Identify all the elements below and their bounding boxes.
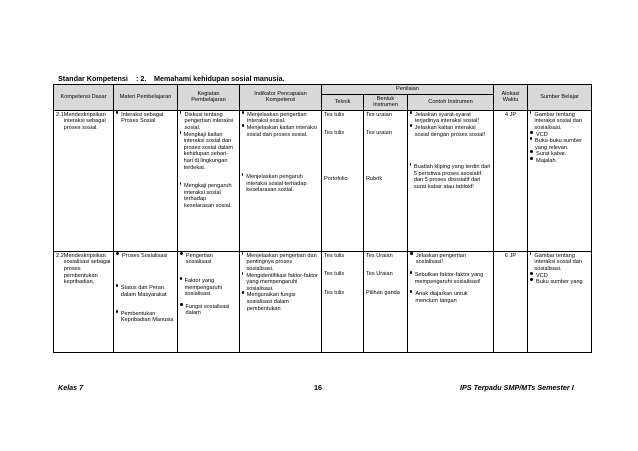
materi-item: Proses Sosialisasi [122,252,168,259]
kompetensi-text: Mendeskripsikan interaksi sebagai proses sosial. [63,111,106,131]
kompetensi-text: Mendeskripsikan sosialisasi sebagai proses pembentukan kepribadian. [63,252,111,286]
indikator-cell [240,110,322,251]
contoh-cell [408,110,494,251]
bullet-icon [530,137,532,140]
sumber-item: VCD [536,131,548,138]
indikator-cell [240,251,322,352]
bullet-icon [410,290,412,293]
kompetensi-number: 2.2 [56,252,64,259]
sumber-item: Buku sumber yang [536,279,583,286]
contoh-item: Sebutkan faktor-faktor yang mempengaruhi sosialisasi! [414,271,484,285]
bentuk-item: Tes Uraian [366,252,393,259]
header-alokasi: Alokasi Waktu [494,85,528,111]
kompetensi-number: 2.1 [56,111,64,118]
kegiatan-item: Diskusi tentang pengertian interaksi sosial. [184,111,234,131]
bullet-icon [530,111,531,114]
indikator-item: Menjelaskan pengertian interaksi sosial. [247,111,307,125]
bentuk-item: Rubrik [366,175,383,182]
teknik-item: Tes tulis [324,289,345,296]
sumber-cell [528,110,592,251]
sumber-item: Gambar tentang interaksi sosial dan sosialisasi. [534,111,582,131]
bullet-icon [530,278,533,281]
teknik-item: Portofolio [324,175,348,182]
bullet-icon [530,150,533,153]
contoh-item: Jelaskan pengertian sosialisasi! [415,252,466,266]
kegiatan-item: Fungsi sosialisasi dalam [185,303,230,317]
bullet-icon [180,111,181,114]
standard-number: : 2. [136,74,147,83]
header-penilaian: Penilaian [322,85,494,95]
bullet-icon [242,173,243,176]
alokasi-cell: 4 JP [494,110,528,251]
kegiatan-cell [178,110,240,251]
table-row [54,110,592,251]
bullet-icon [410,163,411,166]
bullet-icon [530,252,531,255]
sumber-item: Buku-buku sumber yang relevan. [535,138,582,151]
indikator-item: Menjelaskan pengertian dan pentingnya proses sosialisasi. [246,252,317,272]
footer-book-title: IPS Terpadu SMP/MTs Semester I [460,383,574,392]
bullet-icon [180,182,181,185]
bullet-icon [410,252,413,255]
contoh-item: Buatlah kliping yang terdiri dari 5 peristiwa proses asosiatif dan 5 proses disosiatif dari surat kabar atau tabloid! [413,164,491,190]
sumber-item: Surat kabar. [536,151,567,158]
teknik-cell [322,251,364,352]
sumber-item: Gambar tentang interaksi sosial dan sosialisasi. [534,252,582,272]
header-sumber: Sumber Belajar [528,85,592,111]
bullet-icon [116,111,118,114]
bullet-icon [116,284,118,287]
bullet-icon [242,252,243,255]
bullet-icon [180,131,181,134]
contoh-cell [408,251,494,352]
bentuk-item: Tes uraian [366,111,392,118]
sumber-item: Majalah. [536,157,558,164]
kompetensi-cell [54,251,114,352]
bullet-icon [410,111,412,114]
bullet-icon [530,157,533,160]
indikator-item: Menjelaskan kaitan interaksi sosial dan proses sosial. [246,124,317,138]
kompetensi-cell [54,110,114,251]
indikator-item: Menjelaskan pengaruh interaksi sosial terhadap keselarasan sosial. [246,174,307,194]
teknik-item: Tes tulis [324,271,345,278]
kegiatan-item: Faktor yang mempengaruhi sosialisasi. [184,277,222,298]
header-materi: Materi Pembelajaran [114,85,178,111]
header-indikator: Indikator Pencapaian Kompetensi [240,85,322,111]
materi-item: Status dan Peran dalam Masyarakat [120,285,167,298]
bentuk-item: Pilihan ganda [366,289,400,296]
bullet-icon [530,131,533,134]
bullet-icon [410,124,412,127]
syllabus-table [53,84,592,353]
materi-item: Pembentukan Kepribadian Manusia [120,310,174,324]
bullet-icon [180,277,182,280]
bentuk-item: Tes Uraian [366,271,393,278]
bentuk-cell [364,251,408,352]
kegiatan-item: Mengkaji pengaruh interaksi sosial terhadap keselarasan sosial. [184,183,232,209]
teknik-item: Tes tulis [324,252,345,259]
standard-label: Standar Kompetensi [58,74,128,83]
materi-item: Interaksi sebagai Proses Sosial [121,111,164,125]
bullet-icon [180,303,183,306]
kegiatan-item: Mengkaji kaitan interaksi sosial dan proses sosial dalam kehidupan sehari-hari di lingkungan terdekat. [183,131,234,171]
contoh-item: Jelaskan syarat-syarat terjadinya interaksi sosial! [414,111,479,125]
header-bentuk: Bentuk Instrumen [364,94,408,110]
bullet-icon [530,272,533,275]
contoh-item: Anak diajarkan untuk mencium tangan [415,291,468,304]
teknik-cell [322,110,364,251]
standard-competency-line [58,74,285,83]
bullet-icon [242,291,244,294]
teknik-item: Tes tulis [324,130,345,137]
indikator-item: Menguraikan fungsi sosialisasi dalam pembentukan [246,292,296,312]
kegiatan-cell [178,251,240,352]
footer-page-number: 16 [314,383,322,392]
bentuk-item: Tes uraian [366,130,392,137]
teknik-item: Tes tulis [324,111,345,118]
alokasi-cell: 6 JP [494,251,528,352]
bullet-icon [410,271,412,274]
materi-cell [114,110,178,251]
bullet-icon [180,252,183,255]
bullet-icon [116,310,118,313]
standard-text: Memahami kehidupan sosial manusia. [154,74,285,83]
header-contoh: Contoh Instrumen [408,94,494,110]
materi-cell [114,251,178,352]
bullet-icon [242,111,244,114]
header-kegiatan: Kegiatan Pembelajaran [178,85,240,111]
bullet-icon [116,252,119,255]
header-kompetensi: Kompetensi Dasar [54,85,114,111]
bentuk-cell [364,110,408,251]
sumber-cell [528,251,592,352]
header-teknik: Teknik [322,94,364,110]
sumber-item: VCD [536,272,548,279]
kegiatan-item: Pengertian sosialisasi [185,252,213,266]
indikator-item: Mengidentifikasi faktor-faktor yang mempengaruhi sosialisasi. [246,272,318,292]
table-row [54,251,592,352]
bullet-icon [242,272,243,275]
contoh-item: Jelaskan kaitan interaksi sosial dengan proses sosial! [414,124,485,138]
footer-class-label: Kelas 7 [58,383,84,392]
bullet-icon [242,124,244,127]
